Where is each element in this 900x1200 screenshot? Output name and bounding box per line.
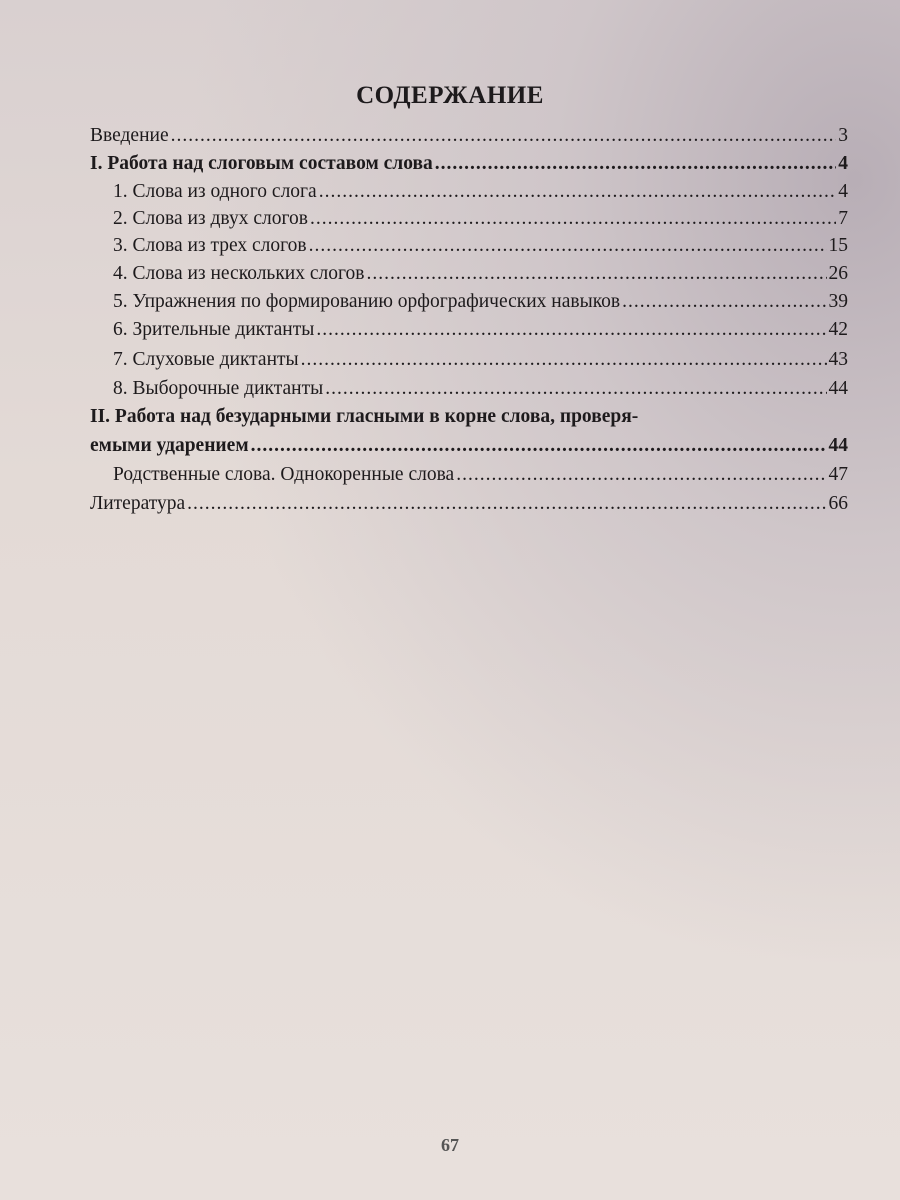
toc-entry-text: 5. Упражнения по формированию орфографических навыков xyxy=(113,291,621,312)
toc-entry-page: 26 xyxy=(828,263,848,284)
toc-entry-text: Литература xyxy=(90,493,186,514)
toc-entry-text: 3. Слова из трех слогов xyxy=(113,235,307,256)
toc-entry xyxy=(113,263,848,289)
toc-entry xyxy=(113,235,848,261)
toc-entry-page: 42 xyxy=(828,319,848,340)
toc-entry-text: 1. Слова из одного слога xyxy=(113,181,317,202)
dot-leader xyxy=(319,181,837,203)
toc-entry xyxy=(113,291,848,317)
toc-entry xyxy=(113,378,848,404)
toc-entry-text: Родственные слова. Однокоренные слова xyxy=(113,464,455,485)
dot-leader xyxy=(187,493,826,515)
toc-entry-text-line1: II. Работа над безударными гласными в корне слова, проверя- xyxy=(90,406,639,427)
toc-entry-text: емыми ударением xyxy=(90,435,249,456)
dot-leader xyxy=(325,378,826,400)
toc-entry-text: 4. Слова из нескольких слогов xyxy=(113,263,365,284)
toc-entry-text: Введение xyxy=(90,125,169,146)
page-number: 67 xyxy=(441,1135,459,1155)
toc-entry xyxy=(113,464,848,490)
toc-entry xyxy=(113,181,848,207)
dot-leader xyxy=(309,235,827,257)
toc-entry xyxy=(90,493,848,519)
dot-leader xyxy=(316,319,826,341)
dot-leader xyxy=(622,291,826,313)
toc-entry-page: 7 xyxy=(838,208,848,229)
toc-entry xyxy=(90,125,848,151)
toc-entry xyxy=(113,349,848,375)
dot-leader xyxy=(301,349,827,371)
dot-leader xyxy=(456,464,826,486)
toc-entry-page: 44 xyxy=(828,378,848,399)
dot-leader xyxy=(310,208,836,230)
toc-entry xyxy=(113,208,848,234)
toc-entry-text: 2. Слова из двух слогов xyxy=(113,208,308,229)
toc-entry-text: I. Работа над слоговым составом слова xyxy=(90,153,433,174)
toc-entry-text: 6. Зрительные диктанты xyxy=(113,319,315,340)
toc-entry-text: 7. Слуховые диктанты xyxy=(113,349,299,370)
dot-leader xyxy=(251,435,827,457)
dot-leader xyxy=(366,263,826,285)
toc-entry xyxy=(113,319,848,345)
toc-entry xyxy=(90,153,848,179)
toc-entry-page: 43 xyxy=(828,349,848,370)
toc-entry-page: 47 xyxy=(828,464,848,485)
toc-entry-page: 4 xyxy=(838,181,848,202)
toc-entry-page: 44 xyxy=(828,435,848,456)
toc-title: СОДЕРЖАНИЕ xyxy=(356,82,544,109)
toc-entry xyxy=(90,435,848,461)
toc-entry-page: 39 xyxy=(828,291,848,312)
toc-entry-page: 15 xyxy=(828,235,848,256)
toc-entry-page: 3 xyxy=(838,125,848,146)
dot-leader xyxy=(171,125,837,147)
dot-leader xyxy=(435,153,837,175)
toc-entry-page: 4 xyxy=(838,153,848,174)
toc-entry-page: 66 xyxy=(828,493,848,514)
toc-entry-text: 8. Выборочные диктанты xyxy=(113,378,324,399)
